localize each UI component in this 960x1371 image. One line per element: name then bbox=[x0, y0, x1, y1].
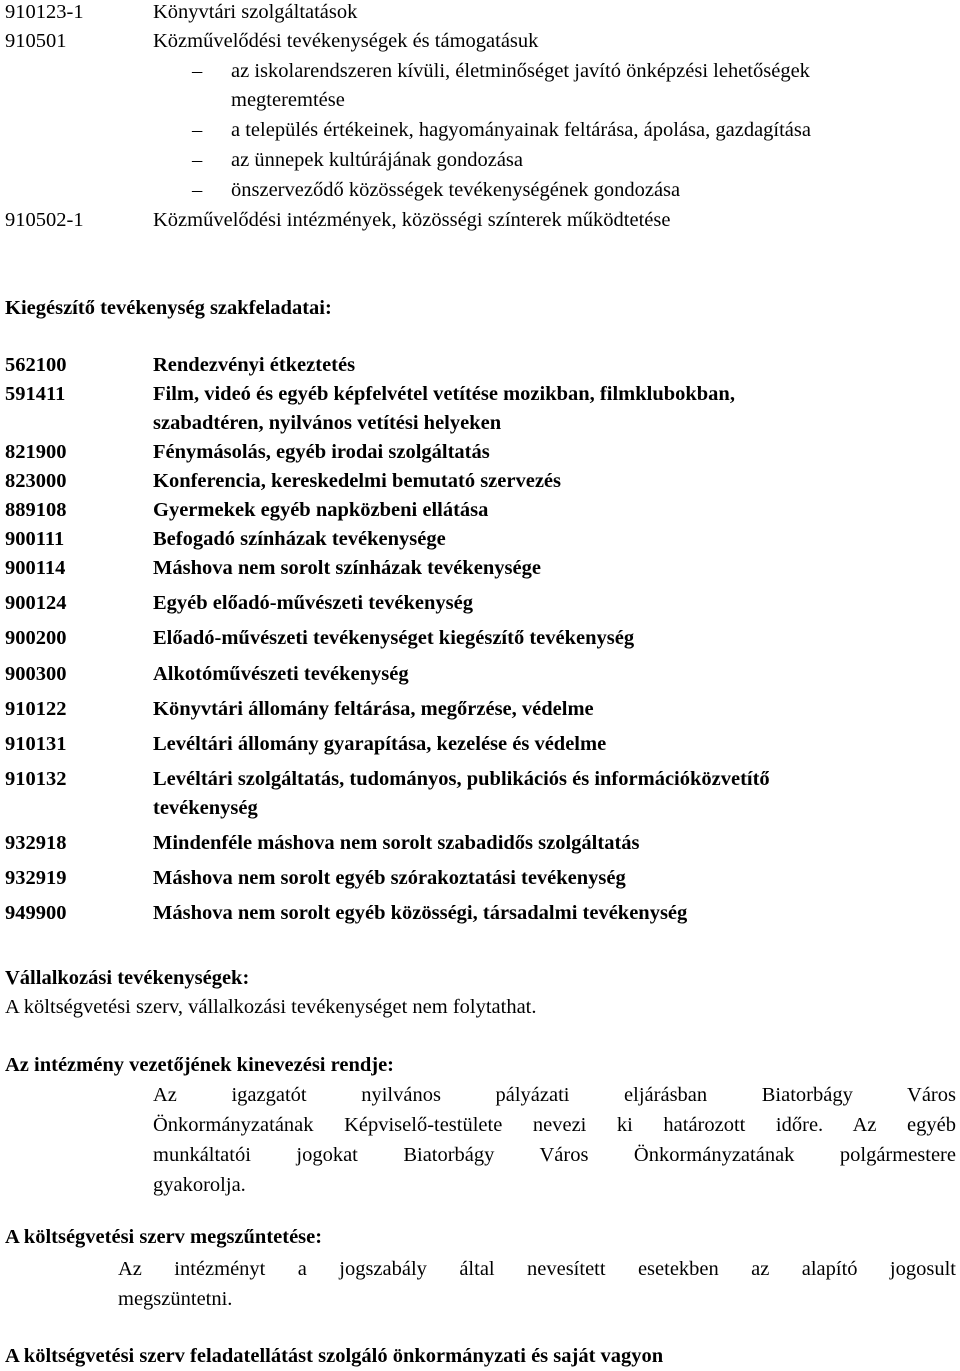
activity-code: 910131 bbox=[5, 733, 67, 755]
activity-code: 910502-1 bbox=[5, 209, 84, 231]
section-heading: Vállalkozási tevékenységek: bbox=[5, 967, 250, 989]
activity-label: Levéltári állomány gyarapítása, kezelése és védelme bbox=[153, 733, 607, 755]
section-heading: A költségvetési szerv megszűntetése: bbox=[5, 1226, 323, 1248]
section-heading: A költségvetési szerv feladatellátást szolgáló önkormányzati és saját vagyon bbox=[5, 1345, 664, 1367]
sub-item-text: az iskolarendszeren kívüli, életminőséget javító önképzési lehetőségek bbox=[231, 60, 810, 82]
activity-label: Fénymásolás, egyéb irodai szolgáltatás bbox=[153, 441, 490, 463]
dash-bullet: – bbox=[192, 60, 203, 82]
activity-code: 910132 bbox=[5, 768, 67, 790]
activity-label: Máshova nem sorolt egyéb szórakoztatási tevékenység bbox=[153, 867, 626, 889]
sub-item-text: a település értékeinek, hagyományainak feltárása, ápolása, gazdagítása bbox=[231, 119, 811, 141]
activity-label: tevékenység bbox=[153, 797, 258, 819]
activity-label: Közművelődési tevékenységek és támogatásuk bbox=[153, 30, 539, 52]
section-heading: Az intézmény vezetőjének kinevezési rendje: bbox=[5, 1054, 394, 1076]
activity-label: Alkotóművészeti tevékenység bbox=[153, 663, 409, 685]
activity-label: Máshova nem sorolt egyéb közösségi, társadalmi tevékenység bbox=[153, 902, 688, 924]
activity-code: 900111 bbox=[5, 528, 65, 550]
activity-label: Előadó-művészeti tevékenységet kiegészítő tevékenység bbox=[153, 627, 635, 649]
dash-bullet: – bbox=[192, 179, 203, 201]
paragraph-line: Az intézményt a jogszabály által nevesített esetekben az alapító jogosult bbox=[118, 1258, 956, 1280]
activity-label: Gyermekek egyéb napközbeni ellátása bbox=[153, 499, 489, 521]
activity-label: szabadtéren, nyilvános vetítési helyeken bbox=[153, 412, 502, 434]
activity-code: 821900 bbox=[5, 441, 67, 463]
activity-label: Rendezvényi étkeztetés bbox=[153, 354, 356, 376]
section-heading: Kiegészítő tevékenység szakfeladatai: bbox=[5, 297, 332, 319]
activity-code: 910122 bbox=[5, 698, 67, 720]
activity-label: Befogadó színházak tevékenysége bbox=[153, 528, 446, 550]
activity-code: 562100 bbox=[5, 354, 67, 376]
activity-label: Film, videó és egyéb képfelvétel vetítése mozikban, filmklubokban, bbox=[153, 383, 735, 405]
activity-code: 932918 bbox=[5, 832, 67, 854]
section-text: A költségvetési szerv, vállalkozási tevékenységet nem folytathat. bbox=[5, 996, 537, 1018]
activity-code: 823000 bbox=[5, 470, 67, 492]
activity-label: Konferencia, kereskedelmi bemutató szervezés bbox=[153, 470, 561, 492]
activity-code: 949900 bbox=[5, 902, 67, 924]
activity-label: Mindenféle máshova nem sorolt szabadidős szolgáltatás bbox=[153, 832, 640, 854]
activity-label: Könyvtári állomány feltárása, megőrzése, védelme bbox=[153, 698, 594, 720]
activity-code: 910123-1 bbox=[5, 1, 84, 23]
activity-label: Levéltári szolgáltatás, tudományos, publikációs és információközvetítő bbox=[153, 768, 770, 790]
activity-label: Könyvtári szolgáltatások bbox=[153, 1, 358, 23]
paragraph-line: megszüntetni. bbox=[118, 1288, 233, 1310]
paragraph bbox=[153, 1080, 956, 1200]
activity-code: 900124 bbox=[5, 592, 67, 614]
paragraph-line: munkáltatói jogokat Biatorbágy Város Önkormányzatának polgármestere bbox=[153, 1144, 956, 1166]
paragraph bbox=[118, 1254, 956, 1314]
dash-bullet: – bbox=[192, 119, 203, 141]
activity-code: 900300 bbox=[5, 663, 67, 685]
paragraph-line: Önkormányzatának Képviselő-testülete nevezi ki határozott időre. Az egyéb bbox=[153, 1114, 956, 1136]
activity-label: Egyéb előadó-művészeti tevékenység bbox=[153, 592, 473, 614]
activity-label: Közművelődési intézmények, közösségi színterek működtetése bbox=[153, 209, 671, 231]
sub-item-text: önszerveződő közösségek tevékenységének gondozása bbox=[231, 179, 681, 201]
activity-code: 910501 bbox=[5, 30, 67, 52]
activity-code: 932919 bbox=[5, 867, 67, 889]
sub-item-text: az ünnepek kultúrájának gondozása bbox=[231, 149, 524, 171]
paragraph-line: Az igazgatót nyilvános pályázati eljárásban Biatorbágy Város bbox=[153, 1084, 956, 1106]
activity-code: 900114 bbox=[5, 557, 66, 579]
sub-item-text: megteremtése bbox=[231, 89, 345, 111]
activity-code: 900200 bbox=[5, 627, 67, 649]
activity-code: 889108 bbox=[5, 499, 67, 521]
activity-label: Máshova nem sorolt színházak tevékenysége bbox=[153, 557, 541, 579]
paragraph-line: gyakorolja. bbox=[153, 1174, 246, 1196]
activity-code: 591411 bbox=[5, 383, 66, 405]
dash-bullet: – bbox=[192, 149, 203, 171]
